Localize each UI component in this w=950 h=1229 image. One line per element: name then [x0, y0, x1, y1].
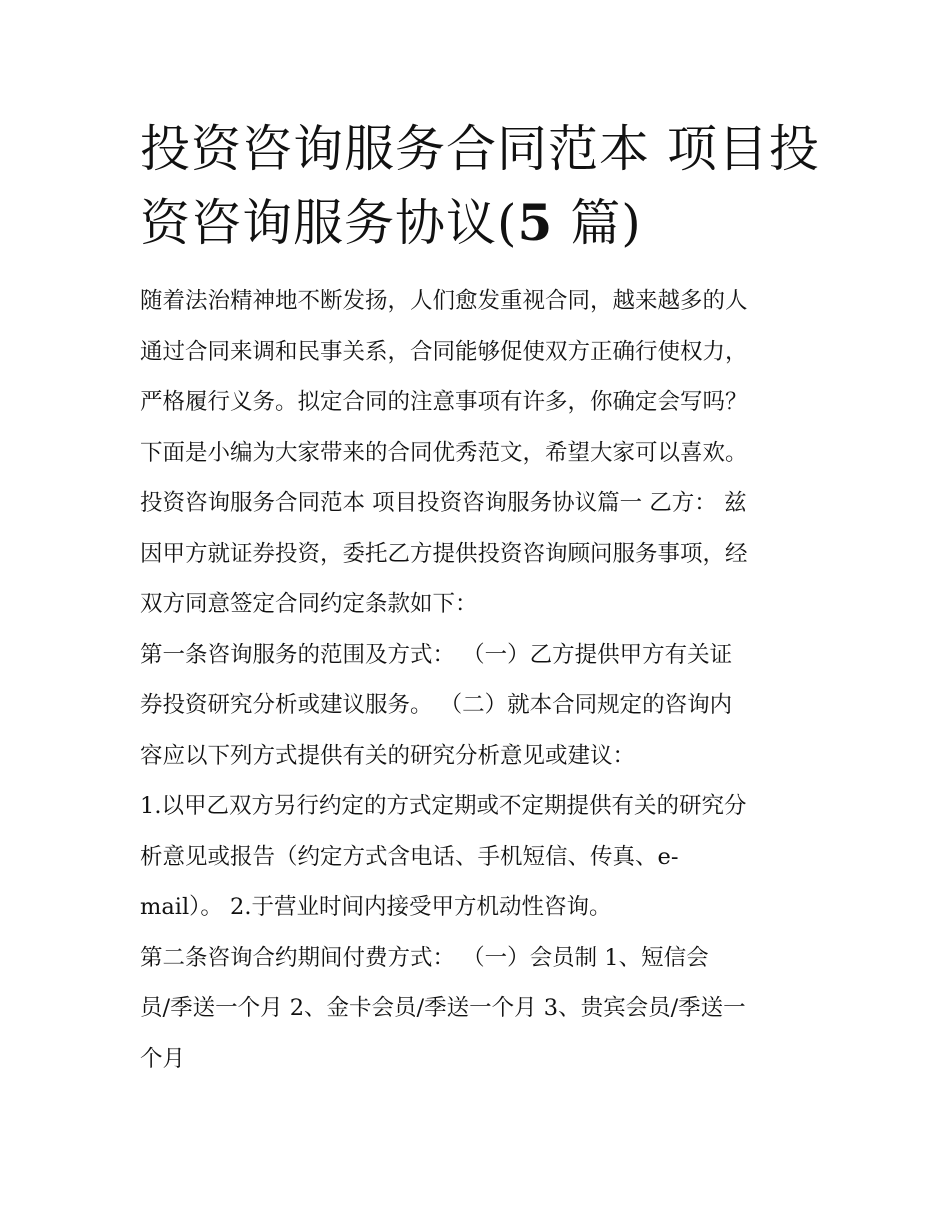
text-line: 因甲方就证券投资，委托乙方提供投资咨询顾问服务事项，经	[140, 540, 748, 567]
text-line: 员/季送一个月 2、金卡会员/季送一个月 3、贵宾会员/季送一	[140, 995, 746, 1021]
document-title	[140, 112, 820, 260]
text-line: 析意见或报告（约定方式含电话、手机短信、传真、e-	[140, 843, 679, 870]
text-line: 容应以下列方式提供有关的研究分析意见或建议：	[140, 742, 636, 769]
text-line: 券投资研究分析或建议服务。 （二）就本合同规定的咨询内	[140, 692, 733, 718]
text-line: 投资咨询服务合同范本 项目投资咨询服务协议篇一 乙方： 兹	[140, 490, 747, 516]
text-line: 下面是小编为大家带来的合同优秀范文，希望大家可以喜欢。	[140, 439, 748, 466]
paragraph-article-2	[140, 933, 812, 1085]
title-line-2: 资咨询服务协议(5 篇)	[140, 193, 642, 252]
text-line: 严格履行义务。拟定合同的注意事项有许多，你确定会写吗？	[140, 389, 748, 415]
paragraph-methods	[140, 781, 812, 933]
text-line: 通过合同来调和民事关系，合同能够促使双方正确行使权力，	[140, 338, 748, 365]
paragraph-intro	[140, 276, 812, 630]
document-body	[140, 276, 812, 1084]
text-line: 1.以甲乙双方另行约定的方式定期或不定期提供有关的研究分	[140, 793, 747, 819]
text-line: 双方同意签定合同约定条款如下：	[140, 591, 478, 617]
text-line: mail）。 2.于营业时间内接受甲方机动性咨询。	[140, 894, 612, 920]
text-line: 个月	[140, 1045, 186, 1072]
document-page	[140, 112, 820, 1084]
text-line: 第一条咨询服务的范围及方式： （一）乙方提供甲方有关证	[140, 641, 733, 668]
text-line: 随着法治精神地不断发扬，人们愈发重视合同，越来越多的人	[140, 288, 748, 314]
title-count: 5	[517, 193, 554, 252]
text-line: 第二条咨询合约期间付费方式： （一）会员制 1、短信会	[140, 944, 709, 971]
paragraph-article-1	[140, 630, 812, 782]
title-line-1: 投资咨询服务合同范本 项目投	[140, 120, 820, 178]
